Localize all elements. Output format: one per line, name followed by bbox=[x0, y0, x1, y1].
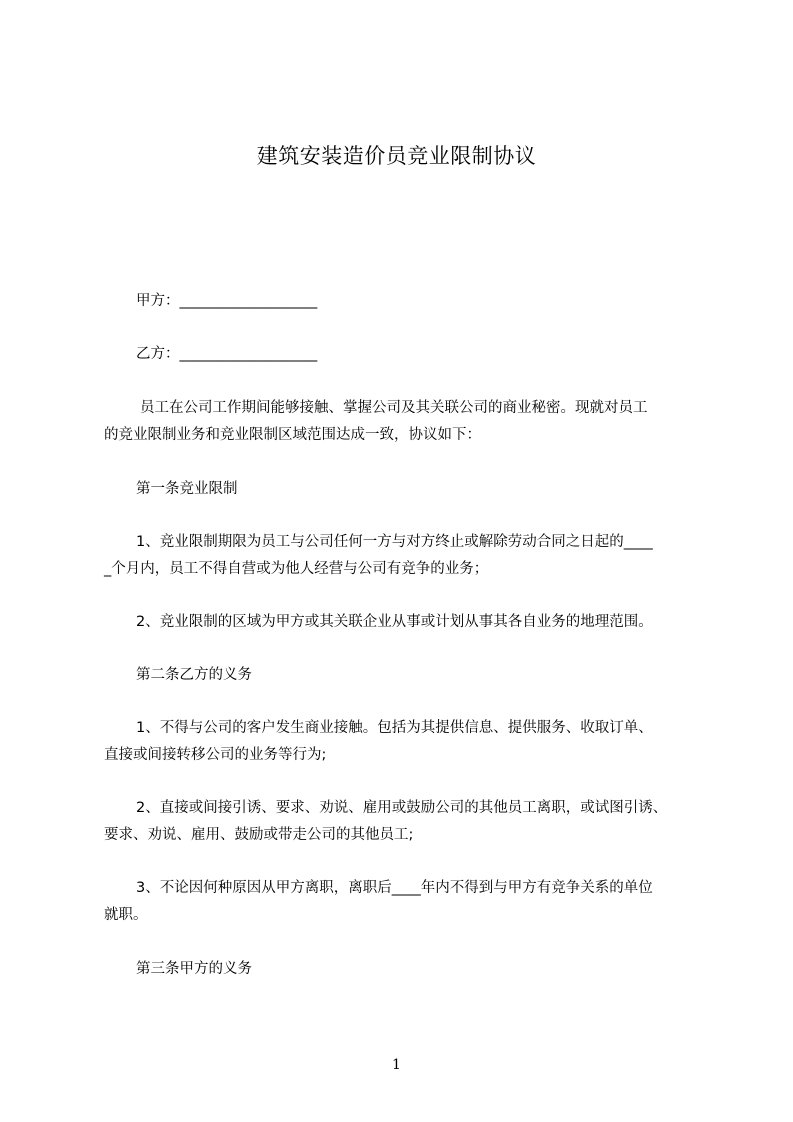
article-2-heading: 第二条乙方的义务 bbox=[136, 667, 252, 683]
article-1-item-1-line-1: 1、竞业限制期限为员工与公司任何一方与对方终止或解除劳动合同之日起的____ bbox=[136, 534, 653, 550]
intro-paragraph-line-2: 的竞业限制业务和竞业限制区域范围达成一致，协议如下： bbox=[104, 427, 481, 443]
article-1-item-1-line-2: _个月内，员工不得自营或为他人经营与公司有竞争的业务； bbox=[104, 561, 489, 577]
article-2-item-1-line-2: 直接或间接转移公司的业务等行为; bbox=[104, 747, 327, 763]
article-2-item-1-line-1: 1、不得与公司的客户发生商业接触。包括为其提供信息、提供服务、收取订单、 bbox=[136, 720, 653, 736]
article-2-item-2-line-2: 要求、劝说、雇用、鼓励或带走公司的其他员工; bbox=[104, 827, 414, 843]
article-3-heading: 第三条甲方的义务 bbox=[136, 961, 252, 977]
article-1-heading: 第一条竞业限制 bbox=[136, 481, 238, 497]
party-a-line: 甲方：___________________ bbox=[136, 293, 318, 309]
article-2-item-3-line-2: 就职。 bbox=[104, 907, 148, 923]
article-2-item-3-line-1: 3、不论因何种原因从甲方离职，离职后____年内不得到与甲方有竞争关系的单位 bbox=[136, 880, 653, 896]
document-title: 建筑安装造价员竞业限制协议 bbox=[256, 144, 537, 168]
article-2-item-2-line-1: 2、直接或间接引诱、要求、劝说、雇用或鼓励公司的其他员工离职，或试图引诱、 bbox=[136, 800, 668, 816]
article-1-item-2: 2、竞业限制的区域为甲方或其关联企业从事或计划从事其各自业务的地理范围。 bbox=[136, 614, 653, 630]
intro-paragraph-line-1: 员工在公司工作期间能够接触、掌握公司及其关联公司的商业秘密。现就对员工 bbox=[140, 400, 648, 416]
party-b-line: 乙方：___________________ bbox=[136, 346, 318, 362]
page-number: 1 bbox=[392, 1057, 401, 1073]
